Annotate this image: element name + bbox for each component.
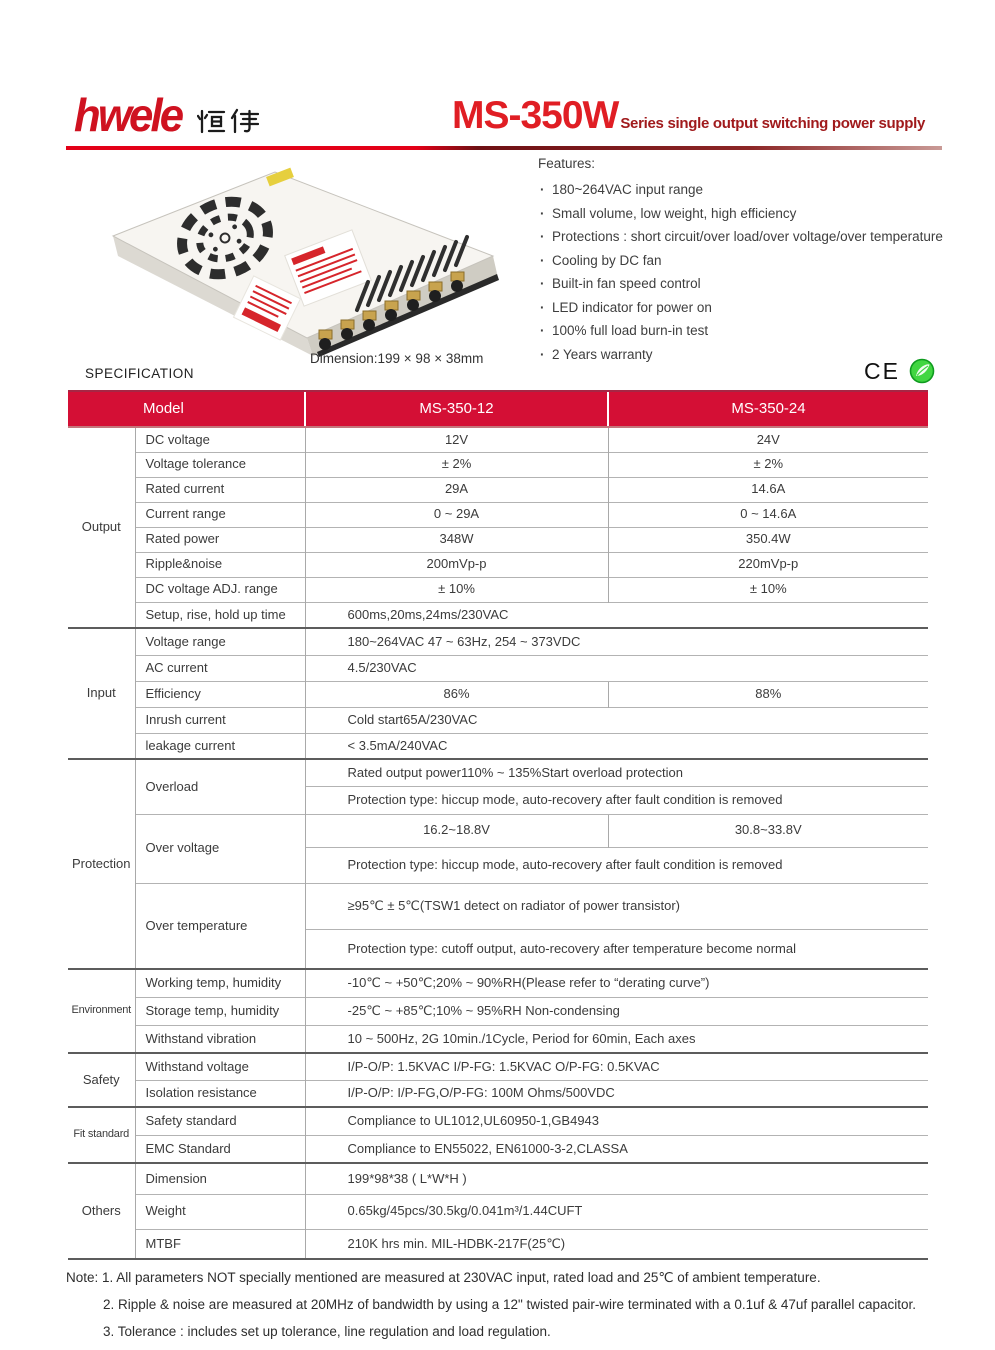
spec-value: ± 2% xyxy=(608,452,928,477)
spec-label: Rated power xyxy=(135,527,305,552)
spec-label: Withstand vibration xyxy=(135,1025,305,1053)
spec-value: 24V xyxy=(608,427,928,452)
spec-value: 210K hrs min. MIL-HDBK-217F(25℃) xyxy=(305,1229,928,1259)
spec-value: 0 ~ 29A xyxy=(305,502,608,527)
spec-value: 86% xyxy=(305,681,608,707)
spec-category-output: Output xyxy=(81,519,121,535)
feature-item: · Small volume, low weight, high efficiency xyxy=(538,202,993,226)
features-heading: Features: xyxy=(538,156,596,171)
spec-value: Cold start65A/230VAC xyxy=(305,707,928,733)
spec-label: AC current xyxy=(135,655,305,681)
spec-category-input: Input xyxy=(68,628,135,759)
feature-item: · Built-in fan speed control xyxy=(538,272,993,296)
spec-value: 14.6A xyxy=(608,477,928,502)
spec-label: Weight xyxy=(135,1194,305,1229)
features-section xyxy=(538,156,993,366)
spec-value: I/P-O/P: I/P-FG,O/P-FG: 100M Ohms/500VDC xyxy=(305,1080,928,1107)
spec-category-environment: Environment xyxy=(68,969,135,1053)
spec-value: 180~264VAC 47 ~ 63Hz, 254 ~ 373VDC xyxy=(305,628,928,655)
spec-category-protection: Protection xyxy=(68,759,135,969)
spec-value: 348W xyxy=(305,527,608,552)
spec-value: Protection type: hiccup mode, auto-recovery after fault condition is removed xyxy=(305,786,928,814)
spec-value: Protection type: cutoff output, auto-recovery after temperature become normal xyxy=(305,929,928,969)
spec-header-ms-350-12: MS-350-12 xyxy=(305,391,608,427)
brand-logo-chinese xyxy=(197,107,259,135)
spec-label: Voltage range xyxy=(135,628,305,655)
spec-label: Rated current xyxy=(135,477,305,502)
spec-label: Storage temp, humidity xyxy=(135,997,305,1025)
spec-value: 30.8~33.8V xyxy=(608,814,928,847)
spec-label: Ripple&noise xyxy=(135,552,305,577)
spec-value: ± 10% xyxy=(608,577,928,602)
spec-category-others: Others xyxy=(68,1163,135,1259)
spec-label: Current range xyxy=(135,502,305,527)
spec-value: < 3.5mA/240VAC xyxy=(305,733,928,759)
spec-label: Over voltage xyxy=(135,814,305,883)
spec-value: I/P-O/P: 1.5KVAC I/P-FG: 1.5KVAC O/P-FG: 0.5KVAC xyxy=(305,1053,928,1080)
spec-value: 600ms,20ms,24ms/230VAC xyxy=(305,602,928,628)
dimension-caption: Dimension:199 × 98 × 38mm xyxy=(310,351,484,366)
spec-label: Withstand voltage xyxy=(135,1053,305,1080)
brand-logo-text: hwele xyxy=(74,89,182,141)
product-photo xyxy=(85,158,525,358)
title-subtitle: Series single output switching power supply xyxy=(620,115,925,132)
notes-section xyxy=(66,1264,952,1345)
feature-item: · LED indicator for power on xyxy=(538,296,993,320)
spec-header-model: Model xyxy=(68,391,305,427)
spec-label: DC voltage ADJ. range xyxy=(135,577,305,602)
spec-value: 0 ~ 14.6A xyxy=(608,502,928,527)
spec-value: ± 2% xyxy=(305,452,608,477)
spec-value: 29A xyxy=(305,477,608,502)
power-supply-image xyxy=(85,158,525,358)
specification-heading: SPECIFICATION xyxy=(85,366,195,381)
page-title xyxy=(452,96,925,135)
spec-value: 0.65kg/45pcs/30.5kg/0.041m³/1.44CUFT xyxy=(305,1194,928,1229)
eco-leaf-icon xyxy=(909,358,935,384)
spec-category-fit-standard: Fit standard xyxy=(68,1107,135,1163)
spec-value: 220mVp-p xyxy=(608,552,928,577)
spec-value: Rated output power110% ~ 135%Start overload protection xyxy=(305,759,928,786)
feature-item: · Cooling by DC fan xyxy=(538,249,993,273)
header-rule xyxy=(66,146,942,150)
title-model: MS-350W xyxy=(451,94,619,137)
certification-marks xyxy=(864,358,935,384)
spec-value: Protection type: hiccup mode, auto-recovery after fault condition is removed xyxy=(305,847,928,883)
spec-label: leakage current xyxy=(135,733,305,759)
spec-value: Compliance to EN55022, EN61000-3-2,CLASSA xyxy=(305,1135,928,1163)
spec-label: DC voltage xyxy=(135,427,305,452)
spec-label: EMC Standard xyxy=(135,1135,305,1163)
spec-value: 200mVp-p xyxy=(305,552,608,577)
spec-value: 16.2~18.8V xyxy=(305,814,608,847)
spec-value: 10 ~ 500Hz, 2G 10min./1Cycle, Period for 60min, Each axes xyxy=(305,1025,928,1053)
spec-value: -25℃ ~ +85℃;10% ~ 95%RH Non-condensing xyxy=(305,997,928,1025)
spec-label: Isolation resistance xyxy=(135,1080,305,1107)
spec-value: 199*98*38 ( L*W*H ) xyxy=(305,1163,928,1194)
spec-value: ± 10% xyxy=(305,577,608,602)
spec-value: 350.4W xyxy=(608,527,928,552)
ce-mark-icon: CE xyxy=(864,357,900,384)
feature-item: · 180~264VAC input range xyxy=(538,178,993,202)
spec-value: Compliance to UL1012,UL60950-1,GB4943 xyxy=(305,1107,928,1135)
spec-header-ms-350-24: MS-350-24 xyxy=(608,391,928,427)
spec-label: MTBF xyxy=(135,1229,305,1259)
spec-category-safety: Safety xyxy=(68,1053,135,1107)
spec-value: -10℃ ~ +50℃;20% ~ 90%RH(Please refer to “derating curve”) xyxy=(305,969,928,997)
spec-label: Efficiency xyxy=(135,681,305,707)
features-list xyxy=(538,178,993,366)
specification-table xyxy=(68,390,928,1260)
spec-label: Inrush current xyxy=(135,707,305,733)
note-line: Note: 1. All parameters NOT specially mentioned are measured at 230VAC input, rated load and 25℃ of ambient temperature. xyxy=(66,1270,821,1285)
spec-label: Working temp, humidity xyxy=(135,969,305,997)
feature-item: · 2 Years warranty xyxy=(538,343,993,367)
spec-label: Voltage tolerance xyxy=(135,452,305,477)
spec-value: 12V xyxy=(305,427,608,452)
note-line: 3. Tolerance : includes set up tolerance, line regulation and load regulation. xyxy=(103,1324,551,1339)
spec-value: ≥95℃ ± 5℃(TSW1 detect on radiator of power transistor) xyxy=(305,883,928,929)
spec-label: Setup, rise, hold up time xyxy=(135,602,305,628)
brand-logo xyxy=(74,89,259,141)
spec-value: 4.5/230VAC xyxy=(305,655,928,681)
feature-item: · 100% full load burn-in test xyxy=(538,319,993,343)
spec-value: 88% xyxy=(608,681,928,707)
feature-item: · Protections : short circuit/over load/over voltage/over temperature xyxy=(538,225,993,249)
spec-label: Safety standard xyxy=(135,1107,305,1135)
spec-label: Dimension xyxy=(135,1163,305,1194)
note-line: 2. Ripple & noise are measured at 20MHz of bandwidth by using a 12" twisted pair-wire terminated with a 0.1uf & 47uf parallel capacitor. xyxy=(103,1297,916,1312)
spec-label: Over temperature xyxy=(135,883,305,969)
spec-label: Overload xyxy=(135,759,305,814)
